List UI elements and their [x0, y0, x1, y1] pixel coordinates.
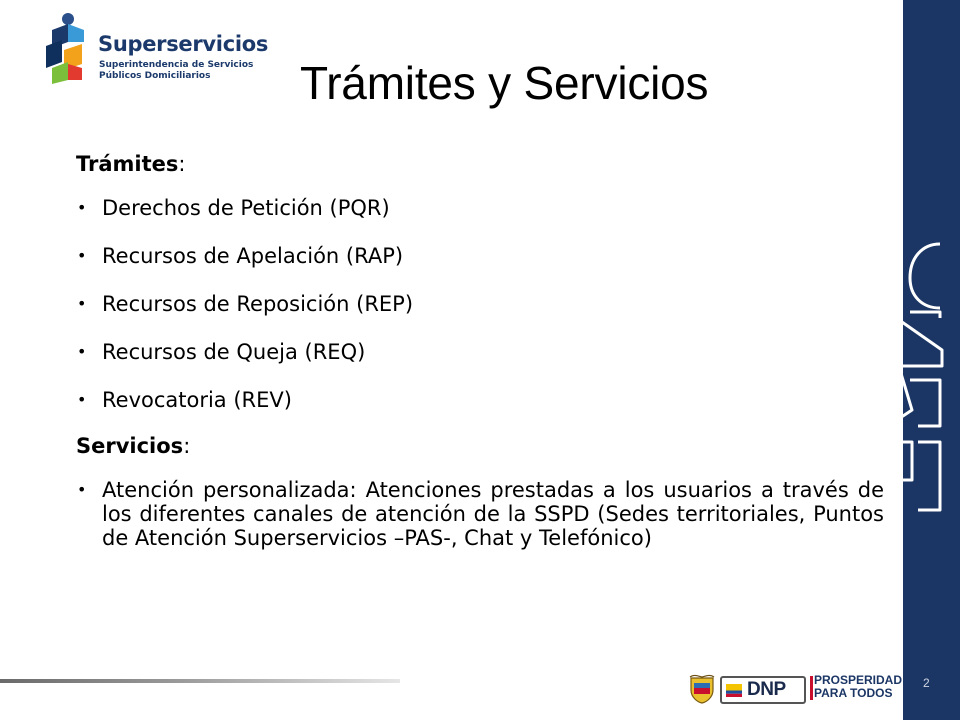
list-item-text: Revocatoria (REV) [102, 388, 292, 412]
page-number: 2 [923, 676, 930, 690]
colombia-flag-icon [726, 684, 742, 697]
dnp-logo [720, 676, 806, 704]
bullet-icon: • [77, 390, 87, 409]
prosperidad-line1: PROSPERIDAD [814, 673, 903, 687]
list-item-text: Recursos de Reposición (REP) [102, 292, 414, 316]
prosperidad-logo [814, 674, 902, 700]
tramites-heading-text: Trámites [76, 152, 179, 176]
bullet-icon: • [77, 480, 87, 499]
list-item [76, 388, 884, 434]
list-item [76, 196, 884, 244]
servicios-heading-text: Servicios [76, 434, 184, 458]
list-item [76, 478, 884, 550]
dnp-label: DNP [747, 679, 786, 700]
list-item [76, 244, 884, 292]
coat-of-arms-icon [688, 674, 716, 704]
footer-logos [688, 672, 903, 708]
bullet-icon: • [77, 198, 87, 217]
superservicios-logo [42, 12, 282, 84]
logo-subtitle-line2: Públicos Domiciliarios [99, 71, 211, 81]
servicios-heading: Servicios: [76, 434, 191, 458]
bullet-icon: • [77, 246, 87, 265]
tramites-heading: Trámites: [76, 152, 186, 176]
list-item [76, 340, 884, 388]
logo-subtitle-line1: Superintendencia de Servicios [99, 60, 254, 70]
prosperidad-line2: PARA TODOS [814, 686, 893, 700]
slide-title: Trámites y Servicios [300, 57, 709, 109]
tramites-list [76, 196, 884, 434]
list-item-text: Recursos de Queja (REQ) [102, 340, 366, 364]
prosperidad-bar [810, 676, 813, 700]
list-item-text: Atención personalizada: Atenciones prestadas a los usuarios a través de los diferentes canales de atención de la SSPD (Sedes territoriales, Puntos de Atención Superservicios –PAS-, Chat y Telefónico) [102, 478, 884, 550]
list-item-text: Recursos de Apelación (RAP) [102, 244, 404, 268]
list-item [76, 292, 884, 340]
slide-body [76, 152, 884, 550]
logo-name: Superservicios [98, 32, 269, 56]
bullet-icon: • [77, 294, 87, 313]
list-item-text: Derechos de Petición (PQR) [102, 196, 390, 220]
superservicios-emblem-icon [42, 12, 94, 84]
bullet-icon: • [77, 342, 87, 361]
servicios-list [76, 478, 884, 550]
footer-divider [0, 679, 400, 683]
decorative-shapes-icon [852, 230, 960, 530]
